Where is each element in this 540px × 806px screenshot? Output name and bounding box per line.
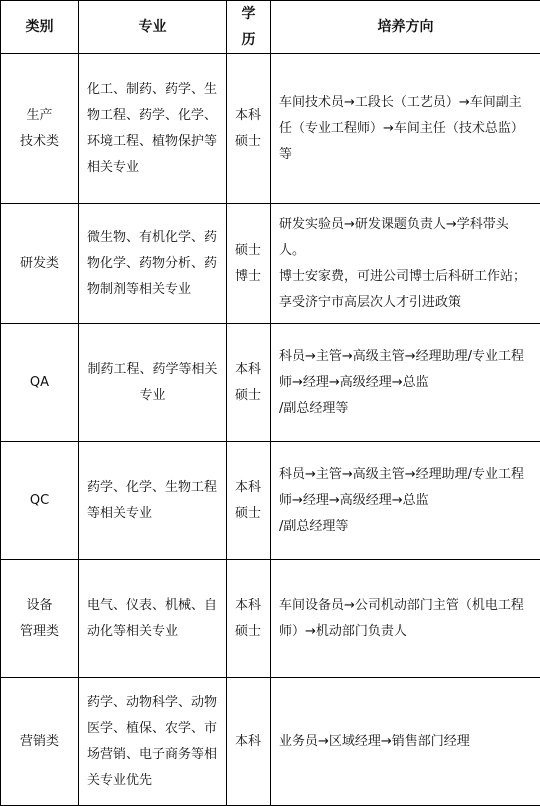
degree-cell [227, 54, 271, 204]
degree-text: 本科 [235, 357, 266, 383]
category-text: QA [9, 370, 70, 396]
direction-text: 博士安家费，可进公司博士后科研工作站；享受济宁市高层次人才引进政策 [279, 264, 532, 316]
category-cell [1, 54, 79, 204]
direction-cell [271, 204, 540, 324]
header-direction: 培养方向 [271, 1, 540, 54]
major-cell: 药学、化学、生物工程等相关专业 [79, 442, 227, 560]
direction-text: /副总经理等 [279, 396, 532, 422]
header-degree: 学历 [227, 1, 271, 54]
direction-text: 业务员→区域经理→销售部门经理 [279, 734, 470, 749]
degree-cell [227, 324, 271, 442]
direction-text: 车间设备员→公司机动部门主管（机电工程师）→机动部门负责人 [279, 598, 524, 639]
direction-text: 科员→主管→高级主管→经理助理/专业工程师→经理→高级经理→总监 [279, 344, 532, 396]
category-text: 管理类 [9, 619, 70, 645]
category-text: 研发类 [9, 251, 70, 277]
category-cell [1, 678, 79, 806]
category-text: 技术类 [9, 129, 70, 155]
direction-cell [271, 54, 540, 204]
direction-text: /副总经理等 [279, 514, 532, 540]
header-row [1, 1, 540, 54]
direction-text: 车间技术员→工段长（工艺员）→车间副主任（专业工程师）→车间主任（技术总监）等 [279, 95, 524, 162]
table-row [1, 204, 540, 324]
degree-text: 硕士 [235, 129, 266, 155]
major-cell: 电气、仪表、机械、自动化等相关专业 [79, 560, 227, 678]
degree-text: 硕士 [235, 501, 266, 527]
major-cell: 化工、制药、药学、生物工程、药学、化学、环境工程、植物保护等相关专业 [79, 54, 227, 204]
degree-text: 本科 [235, 103, 266, 129]
major-cell: 药学、动物科学、动物医学、植保、农学、市场营销、电子商务等相关专业优先 [79, 678, 227, 806]
degree-text: 硕士 [235, 238, 266, 264]
degree-text: 博士 [235, 264, 266, 290]
degree-cell [227, 560, 271, 678]
degree-text: 硕士 [235, 619, 266, 645]
major-cell: 微生物、有机化学、药物化学、药物分析、药物制剂等相关专业 [79, 204, 227, 324]
category-cell [1, 560, 79, 678]
direction-text: 研发实验员→研发课题负责人→学科带头人。 [279, 212, 532, 264]
direction-text: 科员→主管→高级主管→经理助理/专业工程师→经理→高级经理→总监 [279, 462, 532, 514]
table-row [1, 560, 540, 678]
direction-cell [271, 324, 540, 442]
degree-cell [227, 204, 271, 324]
table-row [1, 324, 540, 442]
direction-cell [271, 560, 540, 678]
category-cell [1, 204, 79, 324]
table-row [1, 442, 540, 560]
table-row [1, 678, 540, 806]
degree-text: 硕士 [235, 383, 266, 409]
table-row [1, 54, 540, 204]
header-category: 类别 [1, 1, 79, 54]
degree-text: 本科 [235, 729, 266, 755]
category-text: QC [9, 488, 70, 514]
degree-text: 本科 [235, 593, 266, 619]
major-cell: 制药工程、药学等相关专业 [79, 324, 227, 442]
header-major: 专业 [79, 1, 227, 54]
direction-cell [271, 678, 540, 806]
category-text: 生产 [9, 103, 70, 129]
category-cell [1, 442, 79, 560]
degree-cell [227, 442, 271, 560]
category-text: 营销类 [9, 729, 70, 755]
degree-text: 本科 [235, 475, 266, 501]
degree-cell [227, 678, 271, 806]
direction-cell [271, 442, 540, 560]
category-cell [1, 324, 79, 442]
category-text: 设备 [9, 593, 70, 619]
